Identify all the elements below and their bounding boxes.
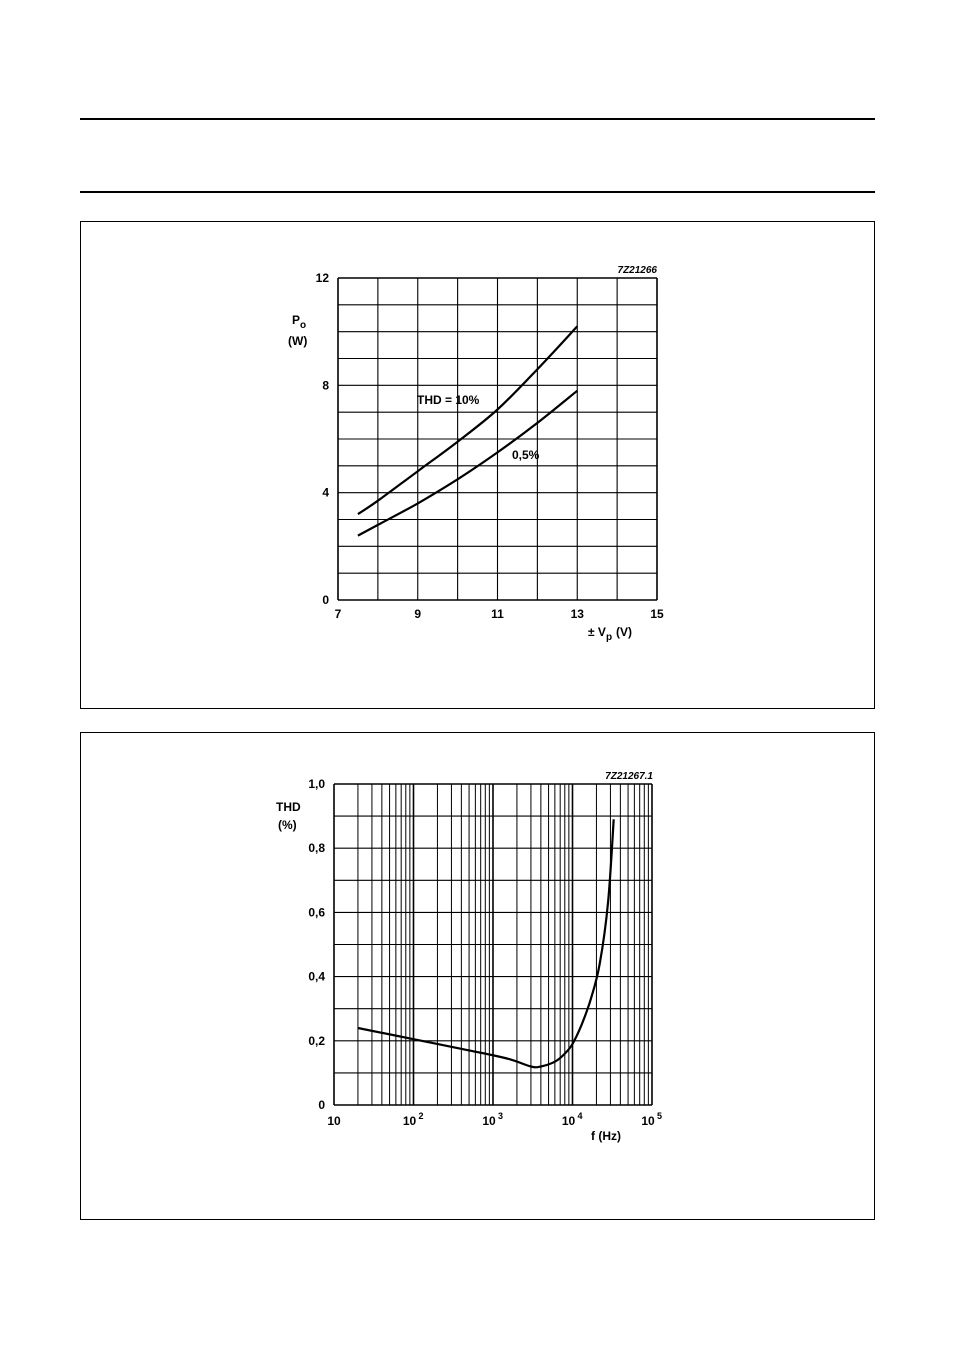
y-axis-label: $P_o$ bbox=[292, 313, 307, 331]
y-tick-label: 1,0 bbox=[308, 777, 325, 791]
x-tick-exponent: 2 bbox=[418, 1111, 424, 1121]
x-axis-label: ± $V_p$ (V) bbox=[588, 625, 633, 643]
y-tick-label: 8 bbox=[322, 378, 329, 393]
x-tick-label: 10 bbox=[641, 1114, 655, 1128]
x-tick-label: 15 bbox=[650, 607, 664, 621]
plot-area bbox=[334, 784, 652, 1105]
x-tick-label: 10 bbox=[402, 1114, 417, 1128]
chart-code: 7Z21267.1 bbox=[605, 771, 653, 782]
x-tick-exponent: 5 bbox=[657, 1111, 663, 1121]
y-axis-unit: (%) bbox=[278, 818, 297, 832]
y-tick-label: 0,8 bbox=[308, 841, 325, 856]
y-axis-label: THD bbox=[276, 800, 301, 814]
x-tick-exponent: 4 bbox=[577, 1111, 583, 1121]
x-tick-exponent: 3 bbox=[498, 1111, 504, 1121]
series-label-thd-10: THD = 10% bbox=[417, 393, 480, 407]
y-tick-label: 4 bbox=[322, 485, 329, 500]
y-tick-label: 12 bbox=[315, 271, 329, 285]
chart-code: 7Z21266 bbox=[617, 265, 657, 276]
y-tick-label: 0,4 bbox=[308, 969, 325, 984]
x-tick-label: 10 bbox=[327, 1114, 341, 1128]
x-tick-label: 10 bbox=[482, 1114, 496, 1128]
x-tick-label: 11 bbox=[491, 607, 504, 621]
y-tick-label: 0 bbox=[322, 593, 329, 607]
x-tick-label: 9 bbox=[414, 607, 422, 621]
y-tick-label: 0 bbox=[318, 1098, 325, 1112]
y-tick-label: 0,2 bbox=[308, 1033, 325, 1048]
y-axis-unit: (W) bbox=[288, 334, 308, 348]
x-axis-label: f (Hz) bbox=[591, 1129, 621, 1143]
y-tick-label: 0,6 bbox=[308, 905, 325, 920]
x-tick-label: 7 bbox=[334, 607, 342, 621]
x-tick-label: 10 bbox=[561, 1114, 576, 1128]
x-tick-label: 13 bbox=[570, 607, 584, 621]
series-label-thd-05: 0,5% bbox=[512, 448, 540, 462]
